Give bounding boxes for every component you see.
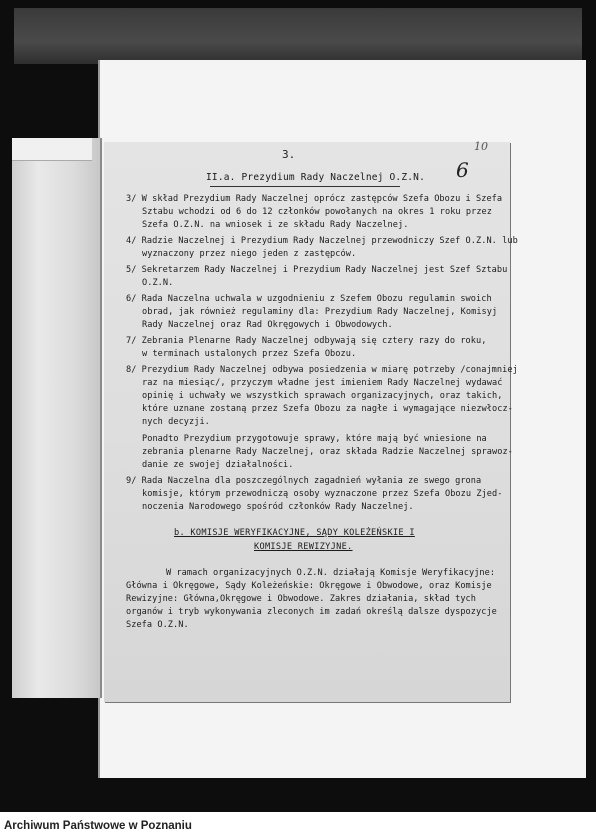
text-line: obrad, jak również regulaminy dla: Prezydium Rady Naczelnej, Komisyj xyxy=(142,307,498,317)
handwritten-number: 6 xyxy=(456,158,469,182)
text-line: 5/ Sekretarzem Rady Naczelnej i Prezydium Rady Naczelnej jest Szef Sztabu xyxy=(126,265,508,275)
document-page xyxy=(104,140,518,702)
text-line: wyznaczony przez niego jeden z zastępców. xyxy=(142,249,357,259)
text-line: 9/ Rada Naczelna dla poszczególnych zagadnień wyłania ze swego grona xyxy=(126,476,482,486)
binding-strip-tab xyxy=(12,138,92,161)
text-line: W ramach organizacyjnych O.Z.N. działają Komisje Weryfikacyjne: xyxy=(166,568,496,578)
text-line: Ponadto Prezydium przygotowuje sprawy, które mają być wniesione na xyxy=(142,434,487,444)
text-line: zebrania plenarne Rady Naczelnej, oraz składa Radzie Naczelnej sprawoz- xyxy=(142,447,513,457)
text-line: Sztabu wchodzi od 6 do 12 członków powołanych na okres 1 roku przez xyxy=(142,207,492,217)
text-line: nych decyzji. xyxy=(142,417,210,427)
text-line: które uznane zostaną przez Szefa Obozu za nagłe i wymagające niezwłocz- xyxy=(142,404,513,414)
archive-footer xyxy=(0,812,596,840)
binding-strip xyxy=(12,138,102,698)
heading-underline xyxy=(210,186,400,187)
top-dark-strip xyxy=(14,8,582,64)
page-heading: II.a. Prezydium Rady Naczelnej O.Z.N. xyxy=(206,172,426,183)
text-line: 4/ Radzie Naczelnej i Prezydium Rady Naczelnej przewodniczy Szef O.Z.N. lub xyxy=(126,236,518,246)
text-line: Rewizyjne: Główna,Okręgowe i Obwodowe. Zakres działania, skład tych xyxy=(126,594,476,604)
text-line: opinię i uchwały we wszystkich sprawach organizacyjnych, oraz takich, xyxy=(142,391,503,401)
page-number: 3. xyxy=(282,148,296,161)
text-line: 7/ Zebrania Plenarne Rady Naczelnej odbywają się cztery razy do roku, xyxy=(126,336,487,346)
text-line: organów i tryb wykonywania zleconych im zadań określą dalsze dyspozycje xyxy=(126,607,497,617)
text-line: 6/ Rada Naczelna uchwala w uzgodnieniu z Szefem Obozu regulamin swoich xyxy=(126,294,492,304)
section-heading: KOMISJE REWIZYJNE. xyxy=(254,542,353,552)
text-line: O.Z.N. xyxy=(142,278,174,288)
section-heading: b. KOMISJE WERYFIKACYJNE, SĄDY KOLEŻEŃSKIE I xyxy=(174,528,415,538)
text-line: noczenia Narodowego spośród członków Rady Naczelnej. xyxy=(142,502,414,512)
text-line: Główna i Okręgowe, Sądy Koleżeńskie: Okręgowe i Obwodowe, oraz Komisje xyxy=(126,581,492,591)
text-line: raz na miesiąc/, przyczym władne jest imieniem Rady Naczelnej wydawać xyxy=(142,378,503,388)
text-line: komisje, którym przewodniczą osoby wyznaczone przez Szefa Obozu Zjed- xyxy=(142,489,503,499)
text-line: Szefa O.Z.N. xyxy=(126,620,189,630)
text-line: 8/ Prezydium Rady Naczelnej odbywa posiedzenia w miarę potrzeby /conajmniej xyxy=(126,365,518,375)
archive-name: Archiwum Państwowe w Poznaniu xyxy=(4,820,192,832)
text-line: 3/ W skład Prezydium Rady Naczelnej oprócz zastępców Szefa Obozu i Szefa xyxy=(126,194,503,204)
text-line: danie ze swojej działalności. xyxy=(142,460,294,470)
text-line: Szefa O.Z.N. na wniosek i ze składu Rady Naczelnej. xyxy=(142,220,409,230)
corner-number: 10 xyxy=(474,140,488,153)
text-line: Rady Naczelnej oraz Rad Okręgowych i Obwodowych. xyxy=(142,320,393,330)
text-line: w terminach ustalonych przez Szefa Obozu. xyxy=(142,349,357,359)
